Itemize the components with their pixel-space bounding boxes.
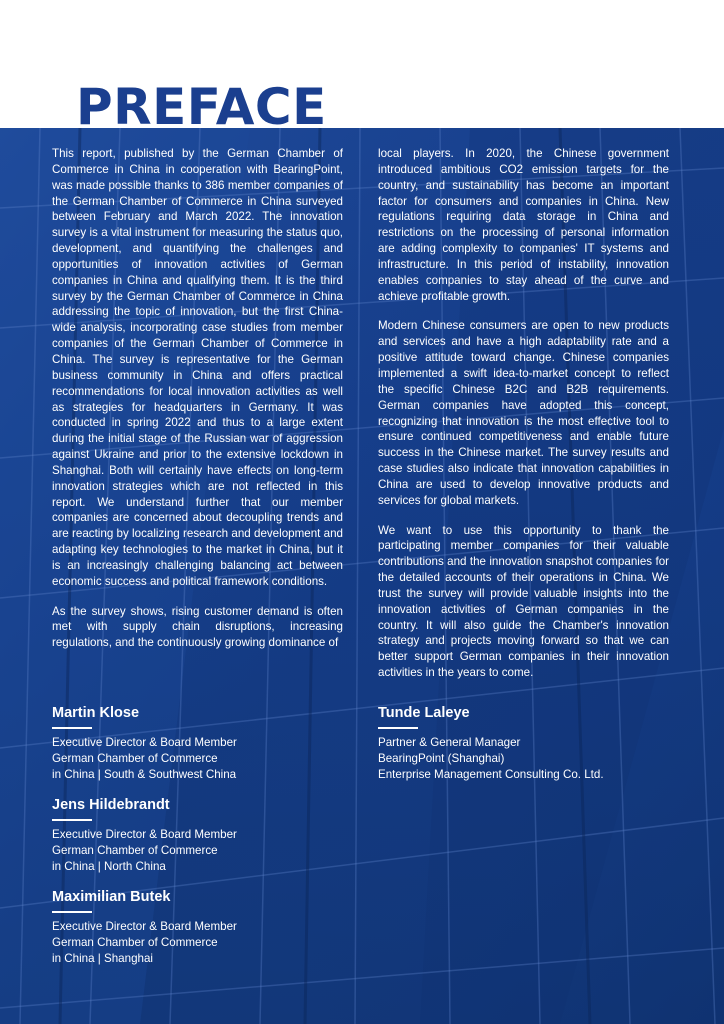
paragraph: This report, published by the German Chamber of Commerce in China in cooperation with BearingPoint, was made possible thanks to 386 member companies of the German Chamber of Commerce in China surveyed between February and March 2022. The innovation survey is a vital instrument for measuring the status quo, development, and quantifying the challenges and opportunities of innovation activities of German companies in China and qualifying them. It is the third survey by the German Chamber of Commerce in China addressing the topic of innovation, but the first China-wide analysis, incorporating case studies from member companies of the German Chamber of Commerce in China. The survey is representative for the German business community in China and offers practical recommendations for local innovation activities as well as strategies for headquarters in Germany. It was conducted in spring 2022 and thus to a large extent during the initial stage of the Russian war of aggression against Ukraine and prior to the extensive lockdown in Shanghai. Both will certainly have effects on long-term innovation strategies which are not reflected in this report. We understand further that our member companies are concerned about decoupling trends and are reacting by localizing research and development and adapting key technologies to the market in China, but it is an increasingly challenging balancing act between economic success and political framework conditions. [52, 147, 343, 588]
left-text-column [52, 146, 343, 665]
signatory-title: Executive Director & Board Member [52, 827, 237, 841]
divider [52, 911, 92, 913]
signatory-title: Partner & General Manager [378, 735, 521, 749]
paragraph: local players. In 2020, the Chinese government introduced ambitious CO2 emission targets for the country, and sustainability has become an important factor for consumers and companies in China. New regulations requiring data storage in China and restrictions on the processing of personal information are adding complexity to companies' IT systems and infrastructure. In this period of instability, innovation enables companies to stay ahead of the curve and achieve profitable growth. [378, 147, 669, 303]
signatory-region: in China | Shanghai [52, 951, 153, 965]
paragraph: As the survey shows, rising customer demand is often met with supply chain disruptions, increasing regulations, and the continuously growing dominance of [52, 604, 343, 650]
signatory-organization: BearingPoint (Shanghai) [378, 751, 505, 765]
signatory-maximilian-butek [52, 888, 352, 967]
divider [52, 727, 92, 729]
signatory-organization: German Chamber of Commerce [52, 935, 218, 949]
signatory-name: Martin Klose [52, 705, 140, 721]
divider [378, 727, 418, 729]
signatory-organization: German Chamber of Commerce [52, 843, 218, 857]
signatory-title: Executive Director & Board Member [52, 919, 237, 933]
paragraph: Modern Chinese consumers are open to new products and services and have a high adaptability rate and a positive attitude toward change. Chinese companies implemented a swift idea-to-market concept to reflect the specific Chinese B2C and B2B requirements. German companies have adopted this concept, recognizing that innovation is the most effective tool to ensure continued competitiveness and enable future success in the Chinese market. The survey results and case studies also indicate that innovation capabilities in China are used to develop innovative products and services for global markets. [378, 319, 669, 507]
signatory-region: in China | South & Southwest China [52, 767, 237, 781]
signatory-organization: German Chamber of Commerce [52, 751, 218, 765]
signatory-martin-klose [52, 704, 352, 783]
signatory-name: Maximilian Butek [52, 889, 171, 905]
paragraph: We want to use this opportunity to thank the participating member companies for their valuable contributions and the innovation snapshot companies for the detailed accounts of their operations in China. We trust the survey will provide valuable insights into the innovation activities of German companies in the country. It will also guide the Chamber's innovation strategy and projects moving forward so that we can better support German companies in their innovation activities in the years to come. [378, 523, 669, 680]
page-title: PREFACE [76, 78, 327, 136]
signatory-name: Tunde Laleye [378, 705, 470, 721]
signatory-jens-hildebrandt [52, 796, 352, 875]
signatory-organization-name: Enterprise Management Consulting Co. Ltd. [378, 767, 604, 781]
signatory-tunde-laleye [378, 704, 678, 783]
signatory-name: Jens Hildebrandt [52, 797, 170, 813]
signatory-title: Executive Director & Board Member [52, 735, 237, 749]
divider [52, 819, 92, 821]
signatory-region: in China | North China [52, 859, 166, 873]
right-text-column [378, 146, 669, 695]
